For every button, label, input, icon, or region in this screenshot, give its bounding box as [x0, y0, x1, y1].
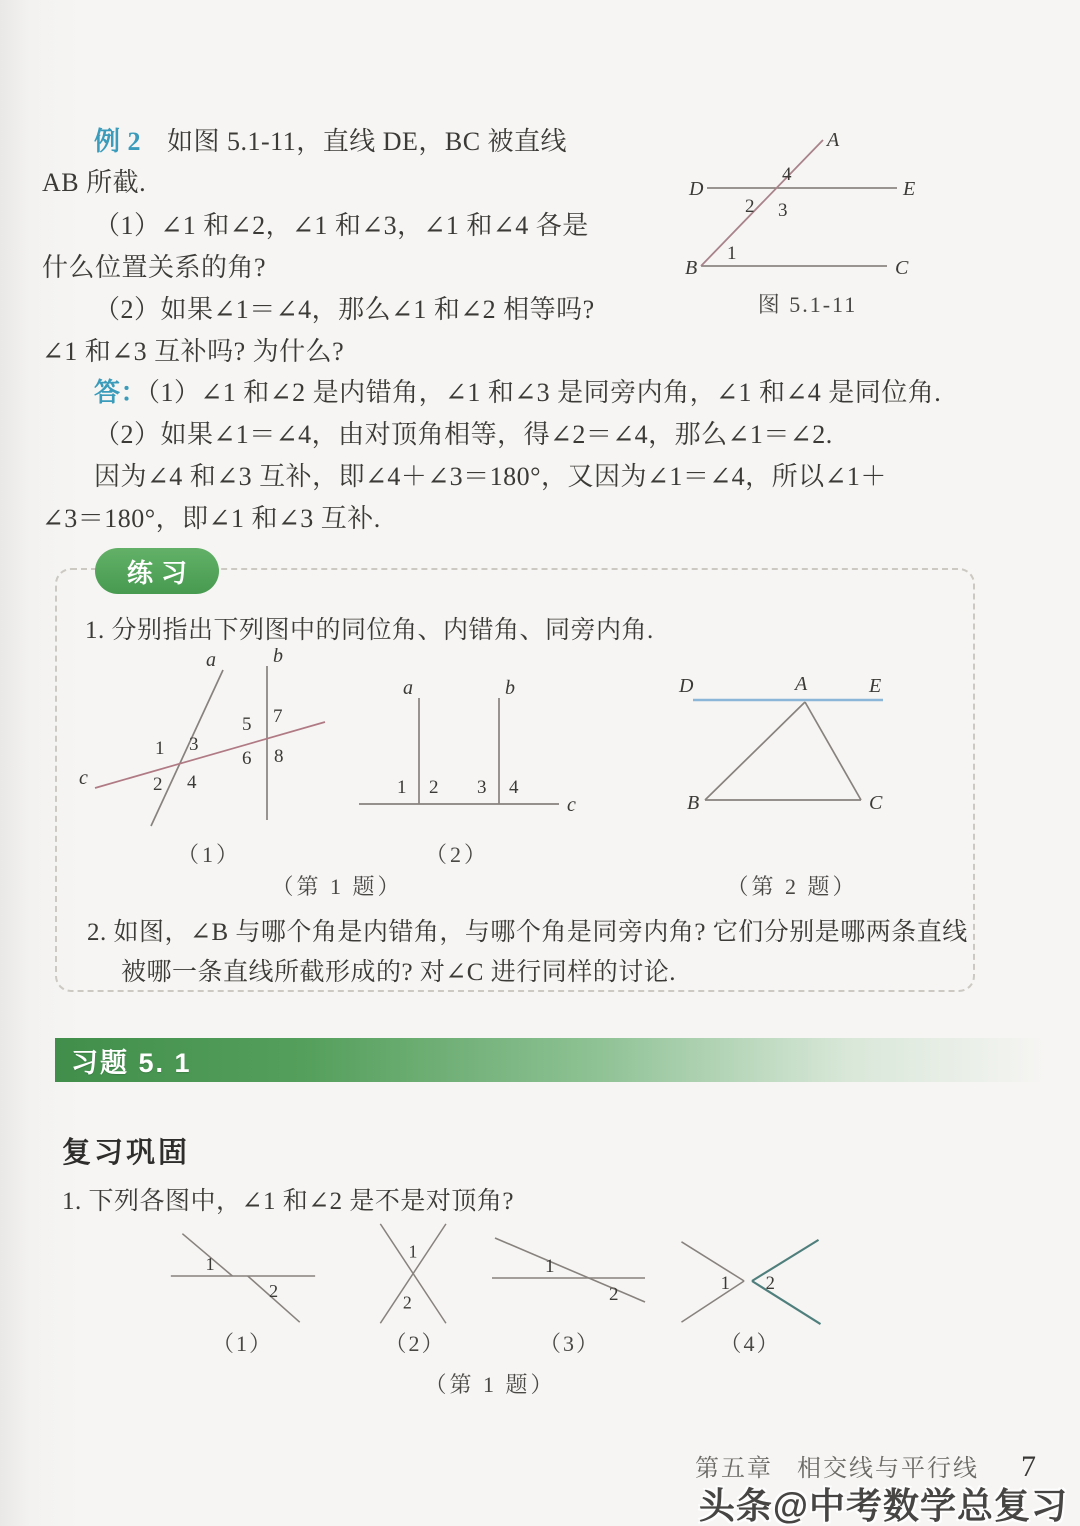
- angle-4: 4: [187, 772, 197, 793]
- review-figure-1-drawing: [160, 1226, 325, 1327]
- practice-badge: 练习: [95, 548, 219, 594]
- angle-4: 4: [782, 164, 792, 185]
- label-c: c: [567, 794, 576, 816]
- angle-1: 1: [205, 1254, 215, 1275]
- review-figure-3-drawing: [487, 1230, 652, 1315]
- answer-line-2: （2）如果∠1＝∠4，由对顶角相等，得∠2＝∠4，那么∠1＝∠2.: [94, 420, 833, 449]
- angle-1: 1: [397, 777, 407, 798]
- angle-1: 1: [720, 1272, 730, 1294]
- footer-chapter-title: 相交线与平行线: [797, 1456, 979, 1482]
- label-c: c: [79, 767, 88, 789]
- line-c: [95, 722, 325, 788]
- review-figures-caption: （第 1 题）: [424, 1372, 556, 1397]
- example-line-2: AB 所截.: [42, 168, 147, 197]
- practice-figure-3: [665, 662, 925, 832]
- label-C: C: [869, 792, 883, 814]
- review-figure-1: [160, 1226, 325, 1358]
- example-line-6: ∠1 和∠3 互补吗? 为什么?: [42, 337, 345, 366]
- practice-q1-figures-caption: （第 1 题）: [271, 874, 403, 899]
- review-figure-2-caption: （2）: [384, 1331, 446, 1356]
- label-a: a: [403, 678, 413, 699]
- angle-3: 3: [477, 777, 487, 798]
- label-C: C: [895, 257, 909, 279]
- angle-3: 3: [778, 200, 788, 221]
- angle-1: 1: [727, 243, 737, 264]
- figure-5-1-11-caption: 图 5.1-11: [757, 292, 858, 317]
- practice-figure-3-caption: （第 2 题）: [726, 874, 858, 899]
- line-AC: [805, 702, 861, 800]
- label-D: D: [689, 178, 704, 200]
- angle-7: 7: [273, 706, 283, 727]
- practice-section: [55, 557, 975, 992]
- practice-figure-1: [75, 648, 340, 833]
- diagonal-line: [495, 1238, 645, 1302]
- angle-1: 1: [155, 738, 165, 759]
- exercises-header-title: 习题 5. 1: [71, 1047, 192, 1078]
- angle-3: 3: [189, 734, 199, 755]
- angle-8: 8: [274, 746, 284, 767]
- label-a: a: [206, 649, 216, 671]
- example-tag: 例 2: [94, 127, 142, 156]
- review-figure-4-caption: （4）: [719, 1331, 781, 1356]
- angle-2: 2: [609, 1284, 619, 1305]
- label-B: B: [685, 257, 698, 279]
- angle-4: 4: [509, 777, 519, 798]
- footer-chapter: 第五章: [695, 1456, 773, 1482]
- footer-page-number: 7: [1021, 1450, 1036, 1483]
- review-figure-2-drawing: [350, 1222, 480, 1327]
- label-E: E: [869, 675, 882, 697]
- review-question-1: 1. 下列各图中，∠1 和∠2 是不是对顶角?: [62, 1188, 514, 1215]
- review-figure-4: [650, 1234, 850, 1358]
- practice-figure-2: [347, 678, 597, 838]
- watermark-text: 头条@中考数学总复习: [698, 1485, 1068, 1526]
- review-section-heading: 复习巩固: [62, 1137, 191, 1169]
- angle-2: 2: [153, 774, 163, 795]
- exercises-header-bar: [55, 1038, 1045, 1082]
- answer-line-3: 因为∠4 和∠3 互补，即∠4＋∠3＝180°，又因为∠1＝∠4，所以∠1＋: [94, 462, 887, 491]
- angle-6: 6: [242, 748, 252, 769]
- example-line-4: 什么位置关系的角?: [42, 253, 267, 282]
- practice-figure-2-caption: （2）: [424, 842, 490, 867]
- label-b: b: [273, 648, 283, 667]
- label-D: D: [679, 675, 694, 697]
- angle-2: 2: [765, 1272, 775, 1294]
- example-line-3: （1）∠1 和∠2，∠1 和∠3，∠1 和∠4 各是: [94, 211, 589, 240]
- review-figure-4-drawing: [650, 1234, 850, 1327]
- right-angle-upper-arm: [752, 1240, 819, 1281]
- left-angle-upper-arm: [681, 1242, 744, 1281]
- answer-tag: 答：: [94, 378, 148, 407]
- example-line-5: （2）如果∠1＝∠4，那么∠1 和∠2 相等吗?: [94, 295, 595, 324]
- label-b: b: [505, 678, 515, 699]
- angle-2: 2: [268, 1281, 279, 1302]
- angle-5: 5: [242, 714, 252, 735]
- label-A: A: [795, 673, 808, 695]
- review-figure-3: [487, 1230, 652, 1358]
- answer-line-1: 答：（1）∠1 和∠2 是内错角，∠1 和∠3 是同旁内角，∠1 和∠4 是同位角.: [94, 378, 942, 407]
- angle-1: 1: [408, 1241, 418, 1262]
- example-line-1: 例 2 如图 5.1-11，直线 DE，BC 被直线: [94, 127, 568, 156]
- review-figure-2: [350, 1222, 480, 1358]
- practice-question-1: 1. 分别指出下列图中的同位角、内错角、同旁内角.: [85, 617, 654, 644]
- figure-5-1-11-drawing: [685, 128, 930, 283]
- line-AB: [705, 702, 805, 800]
- left-angle-lower-arm: [681, 1281, 744, 1322]
- figure-5-1-11: [685, 128, 930, 319]
- right-angle-lower-arm: [752, 1281, 821, 1324]
- label-B: B: [687, 792, 700, 814]
- label-A: A: [827, 129, 840, 151]
- line-BA: [701, 140, 823, 266]
- angle-2: 2: [402, 1292, 412, 1313]
- answer-line-4: ∠3＝180°，即∠1 和∠3 互补.: [42, 504, 381, 533]
- practice-question-2-line-2: 被哪一条直线所截形成的? 对∠C 进行同样的讨论.: [121, 959, 676, 986]
- practice-question-2-line-1: 2. 如图，∠B 与哪个角是内错角，与哪个角是同旁内角? 它们分别是哪两条直线: [87, 919, 968, 946]
- angle-1: 1: [545, 1256, 555, 1277]
- review-figure-3-caption: （3）: [538, 1331, 600, 1356]
- label-E: E: [903, 178, 916, 200]
- practice-figure-1-caption: （1）: [176, 842, 242, 867]
- angle-2: 2: [429, 777, 439, 798]
- review-figure-1-caption: （1）: [211, 1331, 273, 1356]
- angle-2: 2: [745, 196, 755, 217]
